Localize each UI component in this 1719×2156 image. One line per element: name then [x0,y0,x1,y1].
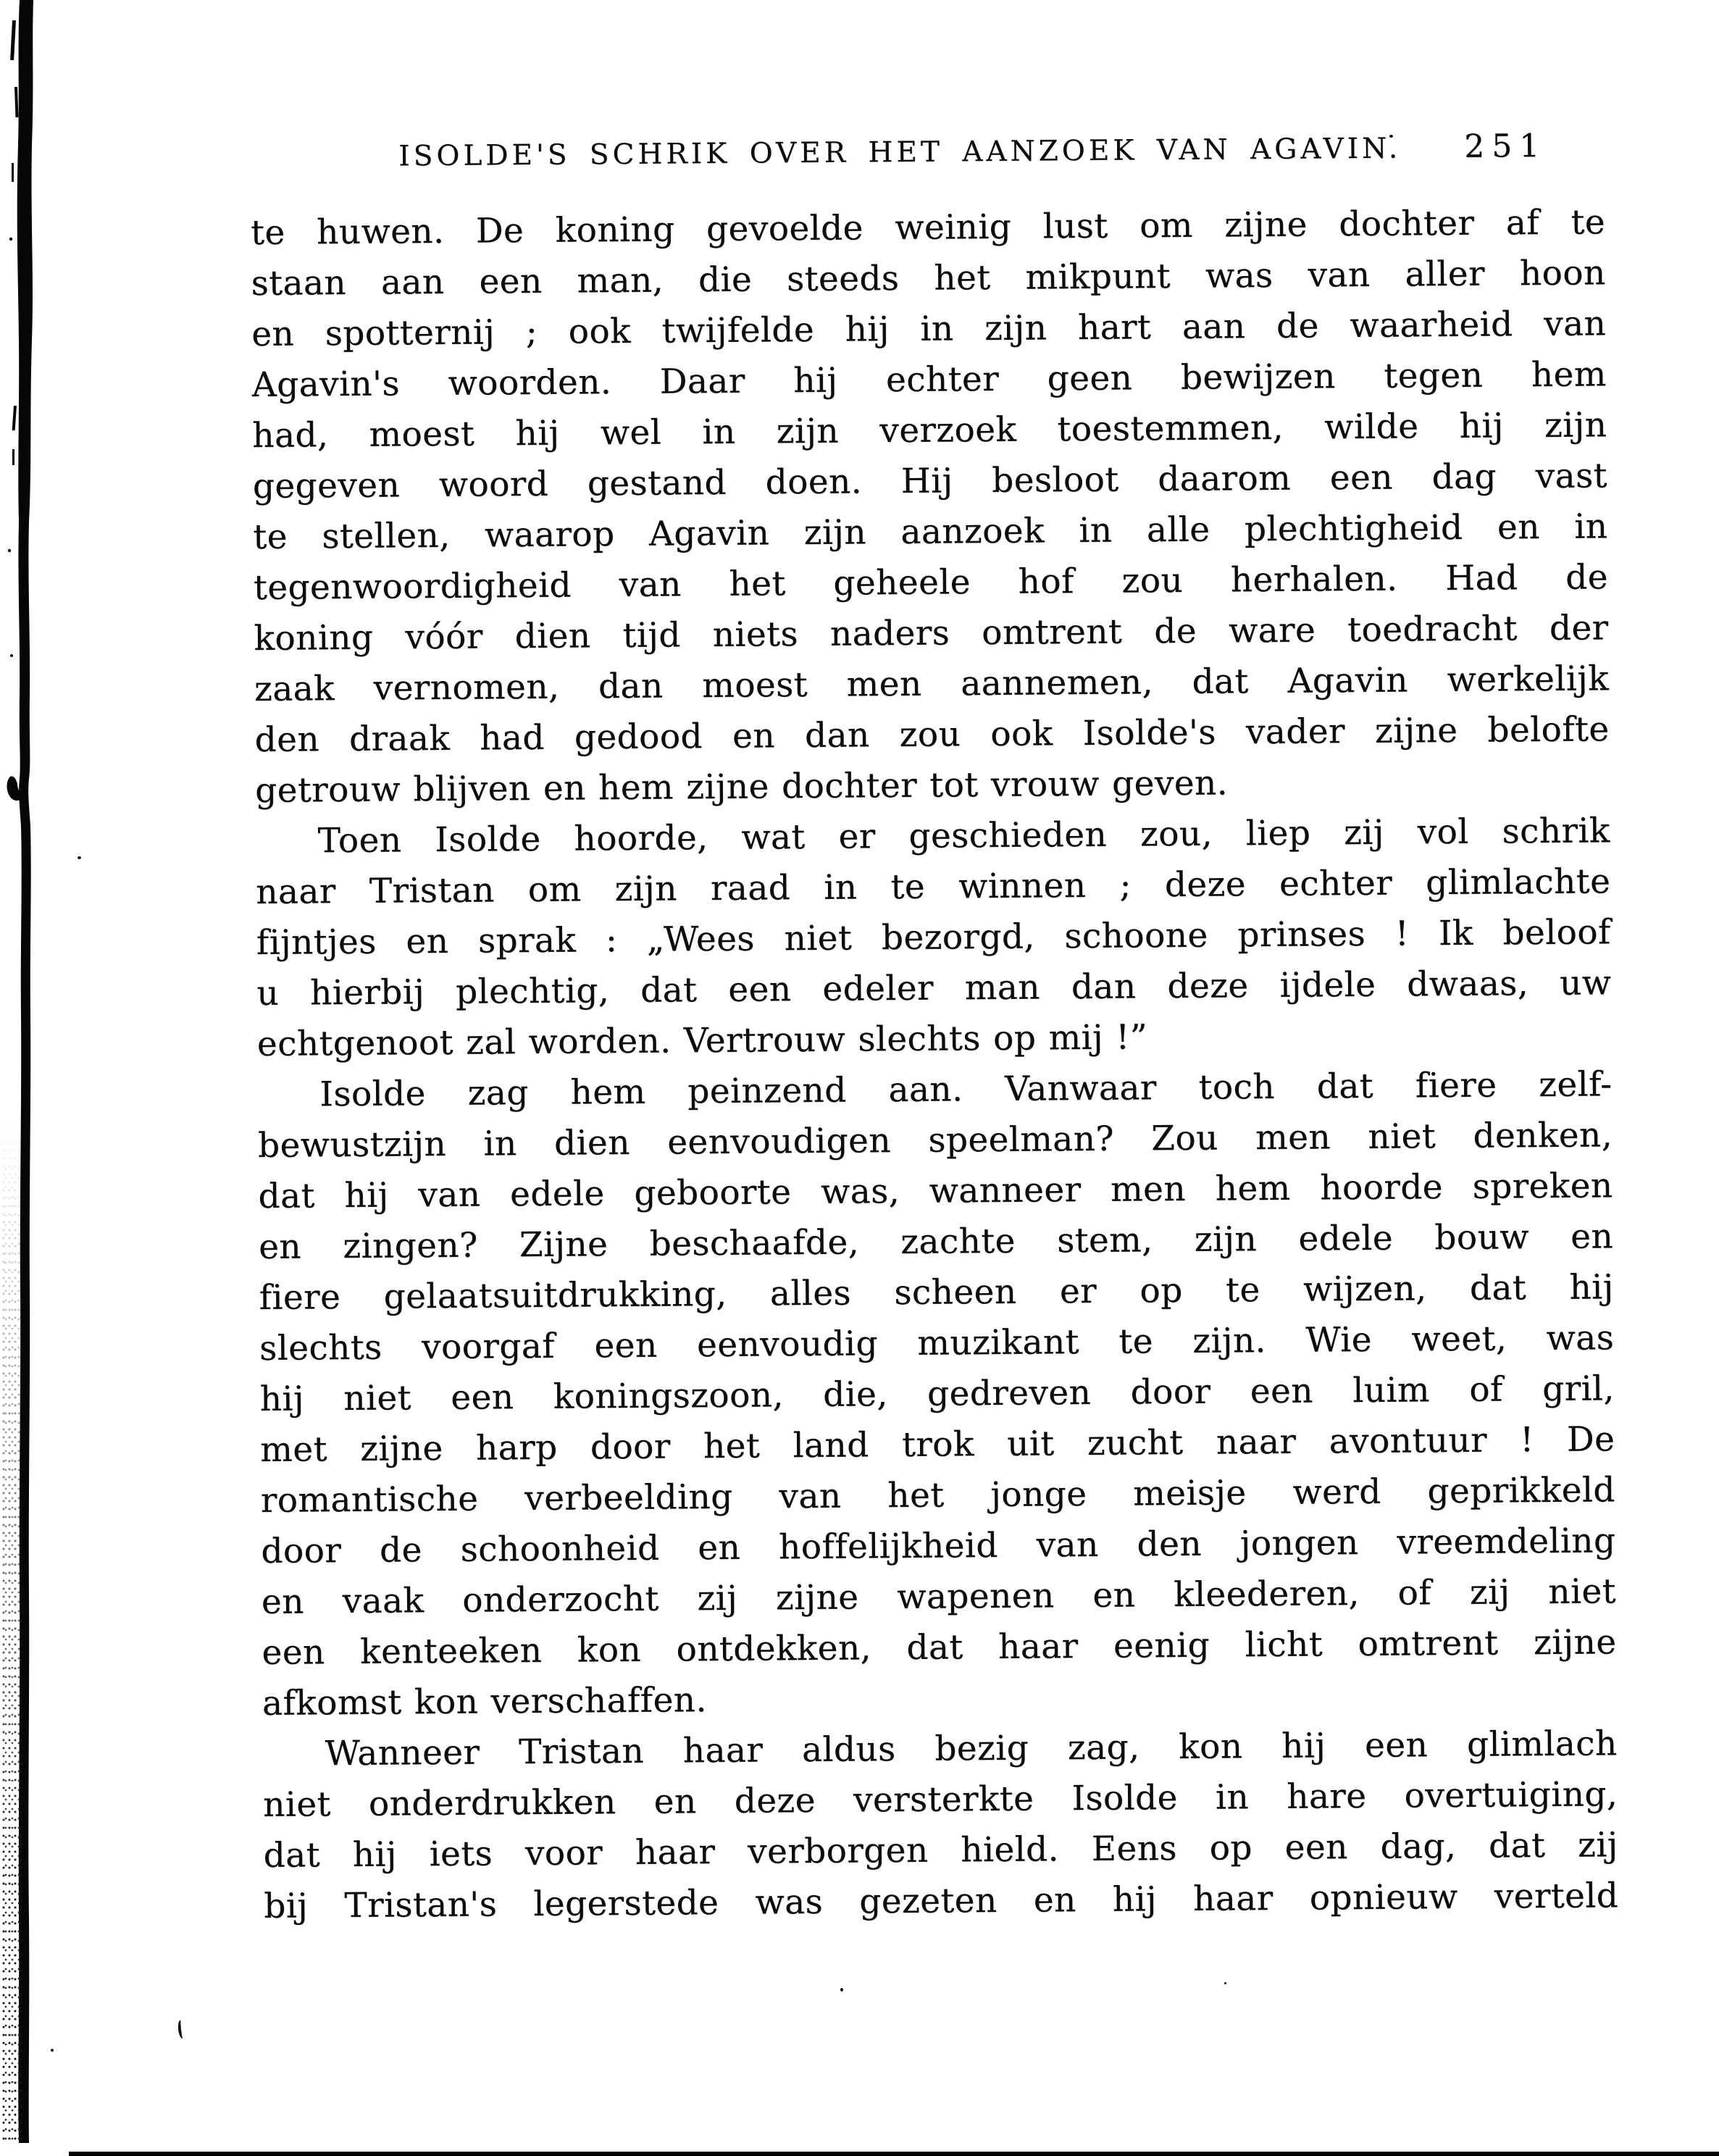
page-content [250,121,1618,1932]
text-line: gegeven woord gestand doen. Hij besloot daarom een dag vast [252,456,1608,506]
ink-speck [840,1988,843,1992]
page-body-text [251,197,1619,1932]
text-line: Isolde zag hem peinzend aan. Vanwaar toch dat fiere zelf- [319,1064,1613,1115]
text-line: te huwen. De koning gevoelde weinig lust om zijne dochter af te [250,202,1606,253]
text-line: getrouw blijven en hem zijne dochter tot vrouw geven. [254,763,1229,811]
text-line: en zingen? Zijne beschaafde, zachte stem, zijn edele bouw en [258,1216,1614,1267]
text-line: romantische verbeelding van het jonge meisje werd geprikkeld [260,1470,1615,1521]
header-title: ISOLDE'S SCHRIK OVER HET AANZOEK VAN AGAVIN. [398,132,1402,173]
ink-speck [78,856,81,859]
text-line: en spotternij ; ook twijfelde hij in zijn hart aan de waarheid van [251,304,1607,354]
paragraph [257,1059,1617,1729]
text-line: door de schoonheid en hoffelijkheid van den jongen vreemdeling [261,1521,1616,1571]
text-line: echtgenoot zal worden. Vertrouw slechts op mij !” [256,1017,1148,1064]
text-line: koning vóór dien tijd niets naders omtrent de ware toedracht der [254,608,1609,659]
text-line: zaak vernomen, dan moest men aannemen, dat Agavin werkelijk [254,659,1610,709]
text-line: slechts voorgaf een eenvoudig muzikant te zijn. Wie weet, was [259,1318,1615,1369]
text-line: bewustzijn in dien eenvoudigen speelman? Zou men niet denken, [257,1115,1613,1166]
text-line: naar Tristan om zijn raad in te winnen ; deze echter glimlachte [256,861,1611,912]
bottom-edge-artifact [69,2152,1719,2156]
text-line: en vaak onderzocht zij zijne wapenen en kleederen, of zij niet [261,1571,1617,1622]
text-line: Wanneer Tristan haar aldus bezig zag, kon hij een glimlach [325,1723,1618,1774]
text-line: den draak had gedood en dan zou ook Isolde's vader zijne belofte [254,709,1610,760]
text-line: een kenteeken kon ontdekken, dat haar eenig licht omtrent zijne [262,1622,1617,1673]
text-line: fiere gelaatsuitdrukking, alles scheen er op te wijzen, dat hij [259,1267,1614,1318]
text-line: tegenwoordigheid van het geheele hof zou herhalen. Had de [253,557,1609,608]
text-line: afkomst kon verschaffen. [262,1680,707,1723]
ink-speck [1224,1982,1226,1984]
text-line: Agavin's woorden. Daar hij echter geen bewijzen tegen hem [251,354,1607,405]
ink-mark-artifact [177,2020,187,2039]
running-header [250,127,1605,175]
text-line: met zijne harp door het land trok uit zucht naar avontuur ! De [260,1419,1615,1470]
paragraph [251,197,1610,816]
page-number: 251 [1464,127,1547,165]
text-line: dat hij iets voor haar verborgen hield. Eens op een dag, dat zij [263,1825,1618,1876]
text-line: bij Tristan's legerstede was gezeten en hij haar opnieuw verteld [264,1876,1619,1926]
ink-speck [51,2049,54,2052]
text-line: dat hij van edele geboorte was, wanneer men hem hoorde spreken [258,1166,1613,1216]
paragraph [262,1718,1618,1932]
text-line: hij niet een koningszoon, die, gedreven door een luim of gril, [259,1369,1615,1419]
binding-noise-artifact [1,1116,23,2144]
text-line: had, moest hij wel in zijn verzoek toestemmen, wilde hij zijn [252,405,1607,456]
text-line: Toen Isolde hoorde, wat er geschieden zou, liep zij vol schrik [317,811,1610,861]
paragraph [255,806,1612,1070]
text-line: te stellen, waarop Agavin zijn aanzoek in alle plechtigheid en in [253,506,1608,557]
text-line: staan aan een man, die steeds het mikpunt was van aller hoon [251,253,1606,304]
text-line: u hierbij plechtig, dat een edeler man dan deze ijdele dwaas, uw [256,963,1612,1014]
text-line: niet onderdrukken en deze versterkte Isolde in hare overtuiging, [262,1774,1618,1825]
text-line: fijntjes en sprak : „Wees niet bezorgd, schoone prinses ! Ik beloof [256,912,1611,963]
